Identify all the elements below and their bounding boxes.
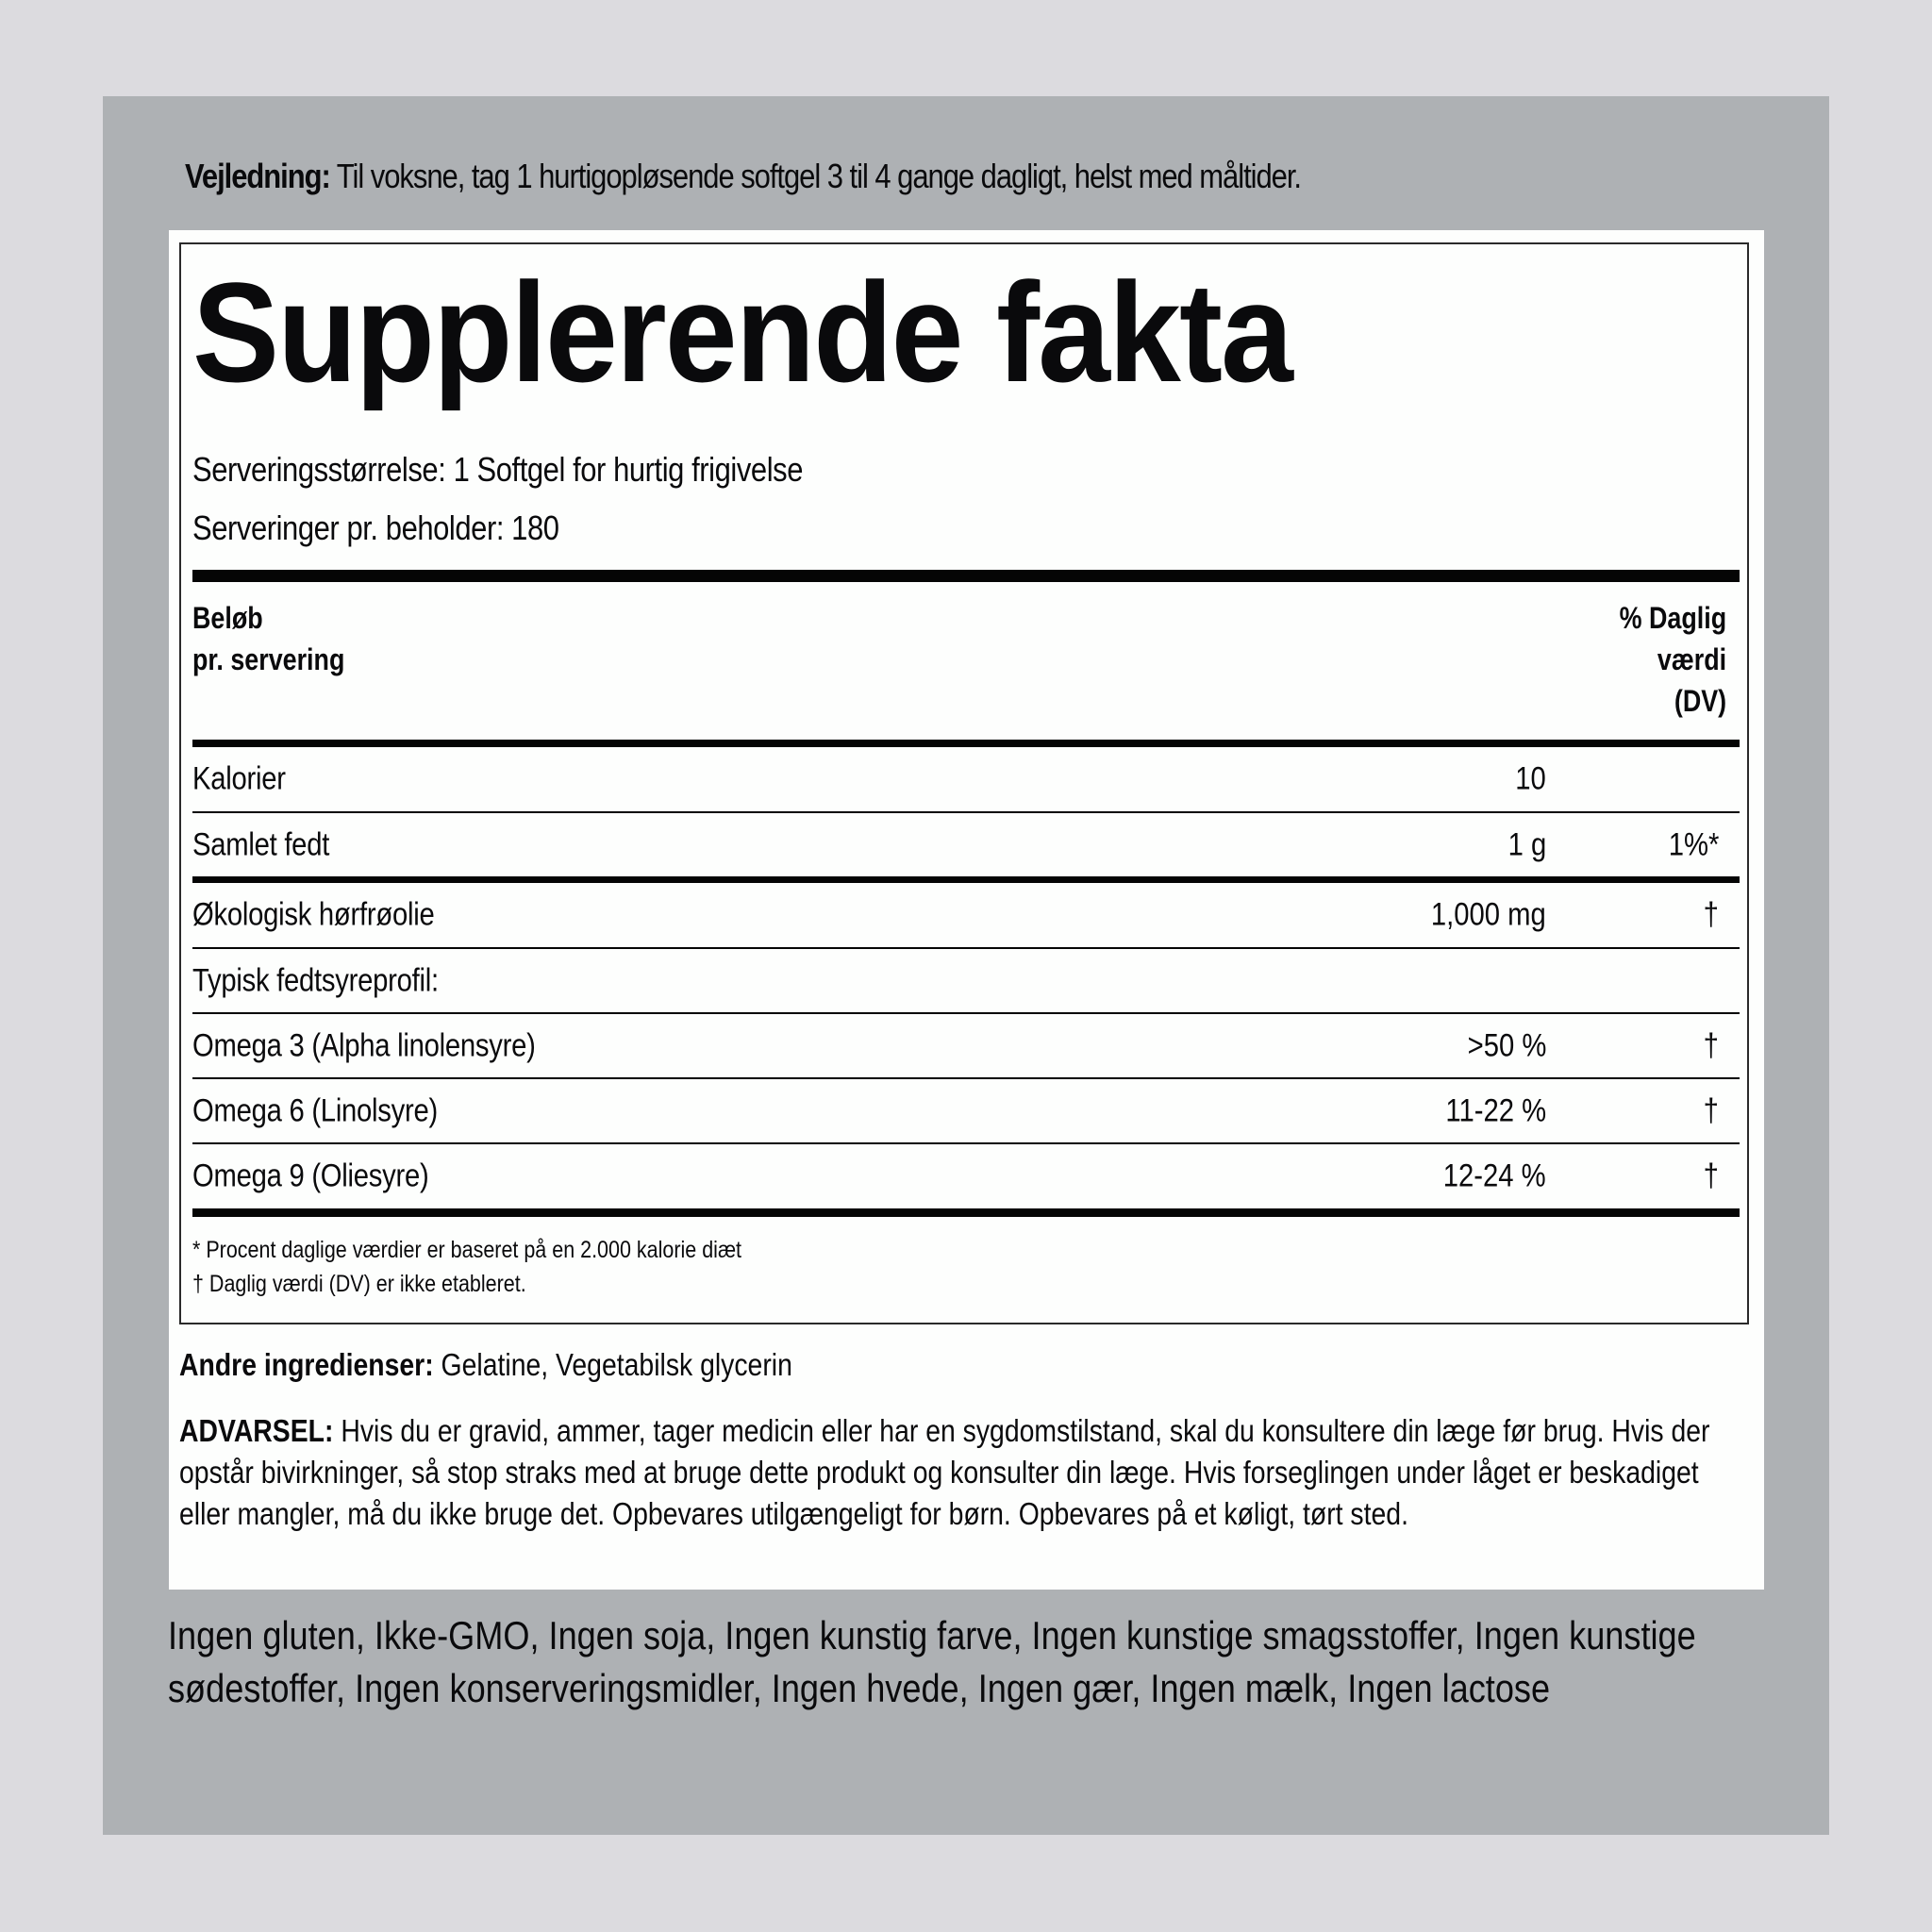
table-row xyxy=(192,1014,1740,1078)
supplement-facts-box xyxy=(179,242,1749,1324)
table-row xyxy=(192,747,1740,811)
other-ingredients-label: Andre ingredienser: xyxy=(179,1347,434,1382)
row-dv: 1%* xyxy=(1668,826,1719,863)
row-amount: >50 % xyxy=(1467,1027,1546,1064)
row-label: Omega 9 (Oliesyre) xyxy=(192,1158,429,1194)
amount-header-line1: Beløb xyxy=(192,601,263,635)
row-dv: † xyxy=(1703,1092,1719,1129)
row-label: Omega 6 (Linolsyre) xyxy=(192,1092,438,1129)
thick-divider xyxy=(192,570,1740,582)
row-label: Samlet fedt xyxy=(192,826,330,863)
directions-label: Vejledning: xyxy=(185,157,330,195)
dv-header-line1: % Daglig xyxy=(1619,601,1726,635)
warning-label: ADVARSEL: xyxy=(179,1413,334,1448)
warning-text: Hvis du er gravid, ammer, tager medicin eller har en sygdomstilstand, skal du konsultere din læge før brug. Hvis der opstår bivirkninger, så stop straks med at bruge dette produkt og konsulter din læge. Hvis forseglingen under låget er beskadiget eller mangler, må du ikke bruge det. Opbevares utilgængeligt for børn. Opbevares på et køligt, tørt sted. xyxy=(179,1413,1710,1531)
row-label: Kalorier xyxy=(192,760,286,797)
row-amount: 12-24 % xyxy=(1443,1158,1546,1194)
serving-size: Serveringsstørrelse: 1 Softgel for hurtig frigivelse xyxy=(192,450,803,489)
footnote-percent-dv: * Procent daglige værdier er baseret på en 2.000 kalorie diæt xyxy=(192,1237,742,1263)
row-dv: † xyxy=(1703,896,1719,933)
row-label: Omega 3 (Alpha linolensyre) xyxy=(192,1027,536,1064)
warning xyxy=(179,1410,1753,1535)
row-label: Typisk fedtsyreprofil: xyxy=(192,962,439,999)
servings-per-container: Serveringer pr. beholder: 180 xyxy=(192,508,559,547)
table-row xyxy=(192,1144,1740,1208)
medium-divider xyxy=(192,876,1740,883)
table-row xyxy=(192,949,1740,1013)
row-amount: 11-22 % xyxy=(1445,1092,1546,1129)
label-card xyxy=(169,230,1764,1590)
row-amount: 10 xyxy=(1515,760,1546,797)
amount-per-serving-header xyxy=(192,597,344,680)
row-dv: † xyxy=(1703,1158,1719,1194)
directions xyxy=(185,157,1301,196)
facts-title: Supplerende fakta xyxy=(192,253,1292,411)
free-from-statement: Ingen gluten, Ikke-GMO, Ingen soja, Ingen kunstig farve, Ingen kunstige smagsstoffer, Ingen kunstige sødestoffer, Ingen konserveringsmidler, Ingen hvede, Ingen gær, Ingen mælk, Ingen lactose xyxy=(168,1613,1696,1710)
other-ingredients xyxy=(179,1347,792,1383)
row-dv: † xyxy=(1703,1027,1719,1064)
medium-divider xyxy=(192,1208,1740,1217)
amount-header-line2: pr. servering xyxy=(192,642,345,676)
row-amount: 1 g xyxy=(1507,826,1546,863)
row-amount: 1,000 mg xyxy=(1431,896,1546,933)
directions-text: Til voksne, tag 1 hurtigopløsende softgel 3 til 4 gange dagligt, helst med måltider. xyxy=(329,157,1302,195)
row-label: Økologisk hørfrøolie xyxy=(192,896,435,933)
table-row xyxy=(192,813,1740,877)
footnote-dv-not-established: † Daglig værdi (DV) er ikke etableret. xyxy=(192,1271,526,1297)
table-row xyxy=(192,883,1740,947)
dv-header-line3: (DV) xyxy=(1674,684,1726,718)
daily-value-header xyxy=(1619,597,1726,722)
dv-header-line2: værdi xyxy=(1657,642,1726,676)
other-ingredients-text: Gelatine, Vegetabilsk glycerin xyxy=(433,1347,792,1382)
medium-divider xyxy=(192,740,1740,747)
table-row xyxy=(192,1079,1740,1143)
